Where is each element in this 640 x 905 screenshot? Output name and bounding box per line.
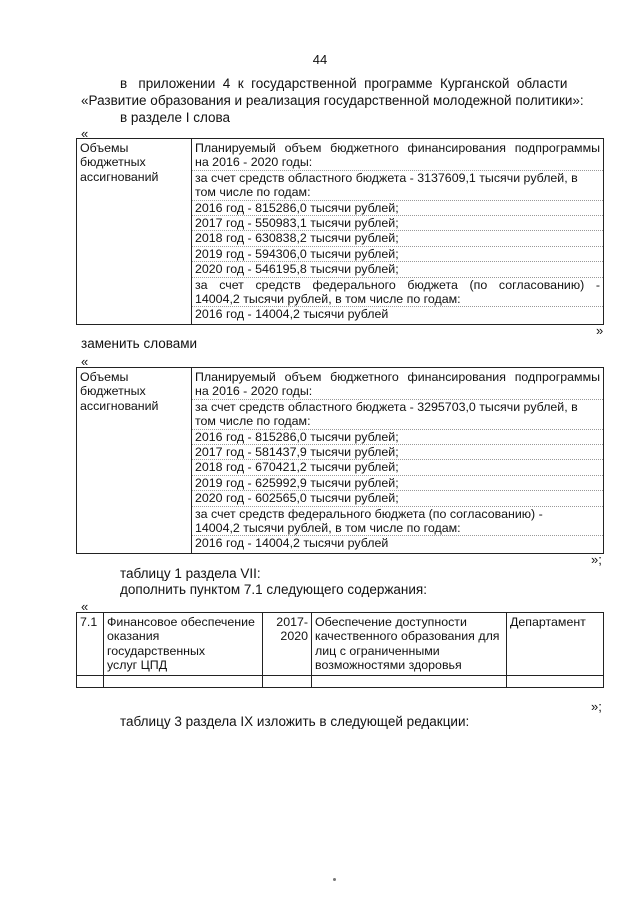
content-line: за счет средств областного бюджета - 3137609,1 тысячи рублей, в (192, 170, 603, 185)
content-line: 2018 год - 670421,2 тысячи рублей; (192, 459, 603, 474)
label-line: ассигнований (80, 169, 159, 184)
content-line: том числе по годам: (195, 185, 311, 200)
content-line: том числе по годам: (195, 414, 311, 429)
row-period-line: 2017- (276, 615, 308, 629)
budget-table-new (76, 367, 604, 554)
label-line: Объемы (80, 141, 129, 155)
budget-table-old (76, 138, 604, 325)
content-line: 2017 год - 581437,9 тысячи рублей; (192, 444, 603, 459)
section7-line-2: дополнить пунктом 7.1 следующего содержания: (120, 582, 427, 597)
label-line: бюджетных (80, 155, 146, 170)
open-quote-2: « (81, 354, 89, 369)
row-name-line: оказания государственных (107, 629, 206, 658)
open-quote-1: « (81, 126, 89, 141)
row-bottom-cell (104, 675, 263, 687)
content-line: 2020 год - 546195,8 тысячи рублей; (192, 261, 603, 276)
section9-line: таблицу 3 раздела IX изложить в следующей редакции: (120, 714, 470, 729)
intro-line-2: «Развитие образования и реализация государственной молодежной политики»: (81, 93, 584, 108)
content-line: 2018 год - 630838,2 тысячи рублей; (192, 230, 603, 245)
row-executor: Департамент (510, 615, 586, 629)
label-cell (77, 368, 192, 554)
content-line: Планируемый объем бюджетного финансирования подпрограммы (195, 141, 600, 155)
content-line: Планируемый объем бюджетного финансирования подпрограммы (195, 370, 600, 384)
intro-line-1: в приложении 4 к государственной программе Курганской области (120, 76, 568, 91)
content-line: 2019 год - 594306,0 тысячи рублей; (192, 246, 603, 261)
row-goal-cell (312, 613, 507, 676)
page-number: 44 (312, 52, 328, 67)
content-cell (192, 139, 604, 325)
row-name-line: Финансовое обеспечение (107, 615, 255, 629)
scan-speck (333, 878, 336, 881)
label-line: бюджетных (80, 384, 146, 399)
row-bottom-cell (312, 675, 507, 687)
content-line: 2016 год - 14004,2 тысячи рублей (192, 306, 603, 321)
row-period-line: 2020 (280, 629, 308, 644)
content-line: 2016 год - 815286,0 тысячи рублей; (192, 200, 603, 215)
row-executor-cell (507, 613, 604, 676)
close-quote-3: »; (591, 699, 602, 714)
replace-text: заменить словами (81, 336, 198, 351)
content-line: 2016 год - 14004,2 тысячи рублей (192, 535, 603, 550)
content-line: 14004,2 тысячи рублей, в том числе по годам: (195, 521, 461, 536)
close-quote-2: »; (591, 552, 602, 567)
content-cell (192, 368, 604, 554)
row-goal-line: лиц с ограниченными (315, 643, 440, 658)
content-line: за счет средств федерального бюджета (по согласованию) - (192, 506, 603, 521)
row-period-cell (263, 613, 312, 676)
row-goal-line: возможностями здоровья (315, 658, 462, 673)
content-line: 2017 год - 550983,1 тысячи рублей; (192, 215, 603, 230)
content-line: на 2016 - 2020 годы: (195, 384, 313, 399)
content-line: на 2016 - 2020 годы: (195, 155, 313, 170)
content-line: 2016 год - 815286,0 тысячи рублей; (192, 429, 603, 444)
section7-line-1: таблицу 1 раздела VII: (120, 566, 261, 581)
content-line: за счет средств федерального бюджета (по согласованию) - (192, 277, 603, 292)
label-line: ассигнований (80, 398, 159, 413)
row-bottom-cell (77, 675, 104, 687)
row-goal-line: качественного образования для (315, 629, 500, 644)
row-goal-line: Обеспечение доступности (315, 615, 467, 629)
content-line: 14004,2 тысячи рублей, в том числе по годам: (195, 292, 461, 307)
program-table-row (76, 612, 604, 688)
content-line: за счет средств областного бюджета - 3295703,0 тысячи рублей, в (192, 399, 603, 414)
row-bottom-cell (263, 675, 312, 687)
row-name-cell (104, 613, 263, 676)
row-name-line: услуг ЦПД (107, 658, 168, 673)
intro-line-3: в разделе I слова (120, 110, 231, 125)
row-number-cell (77, 613, 104, 676)
row-number: 7.1 (80, 615, 98, 629)
close-quote-1: » (596, 323, 604, 338)
open-quote-3: « (81, 599, 89, 614)
content-line: 2020 год - 602565,0 тысячи рублей; (192, 490, 603, 505)
row-bottom-cell (507, 675, 604, 687)
content-line: 2019 год - 625992,9 тысячи рублей; (192, 475, 603, 490)
label-cell (77, 139, 192, 325)
label-line: Объемы (80, 370, 129, 384)
